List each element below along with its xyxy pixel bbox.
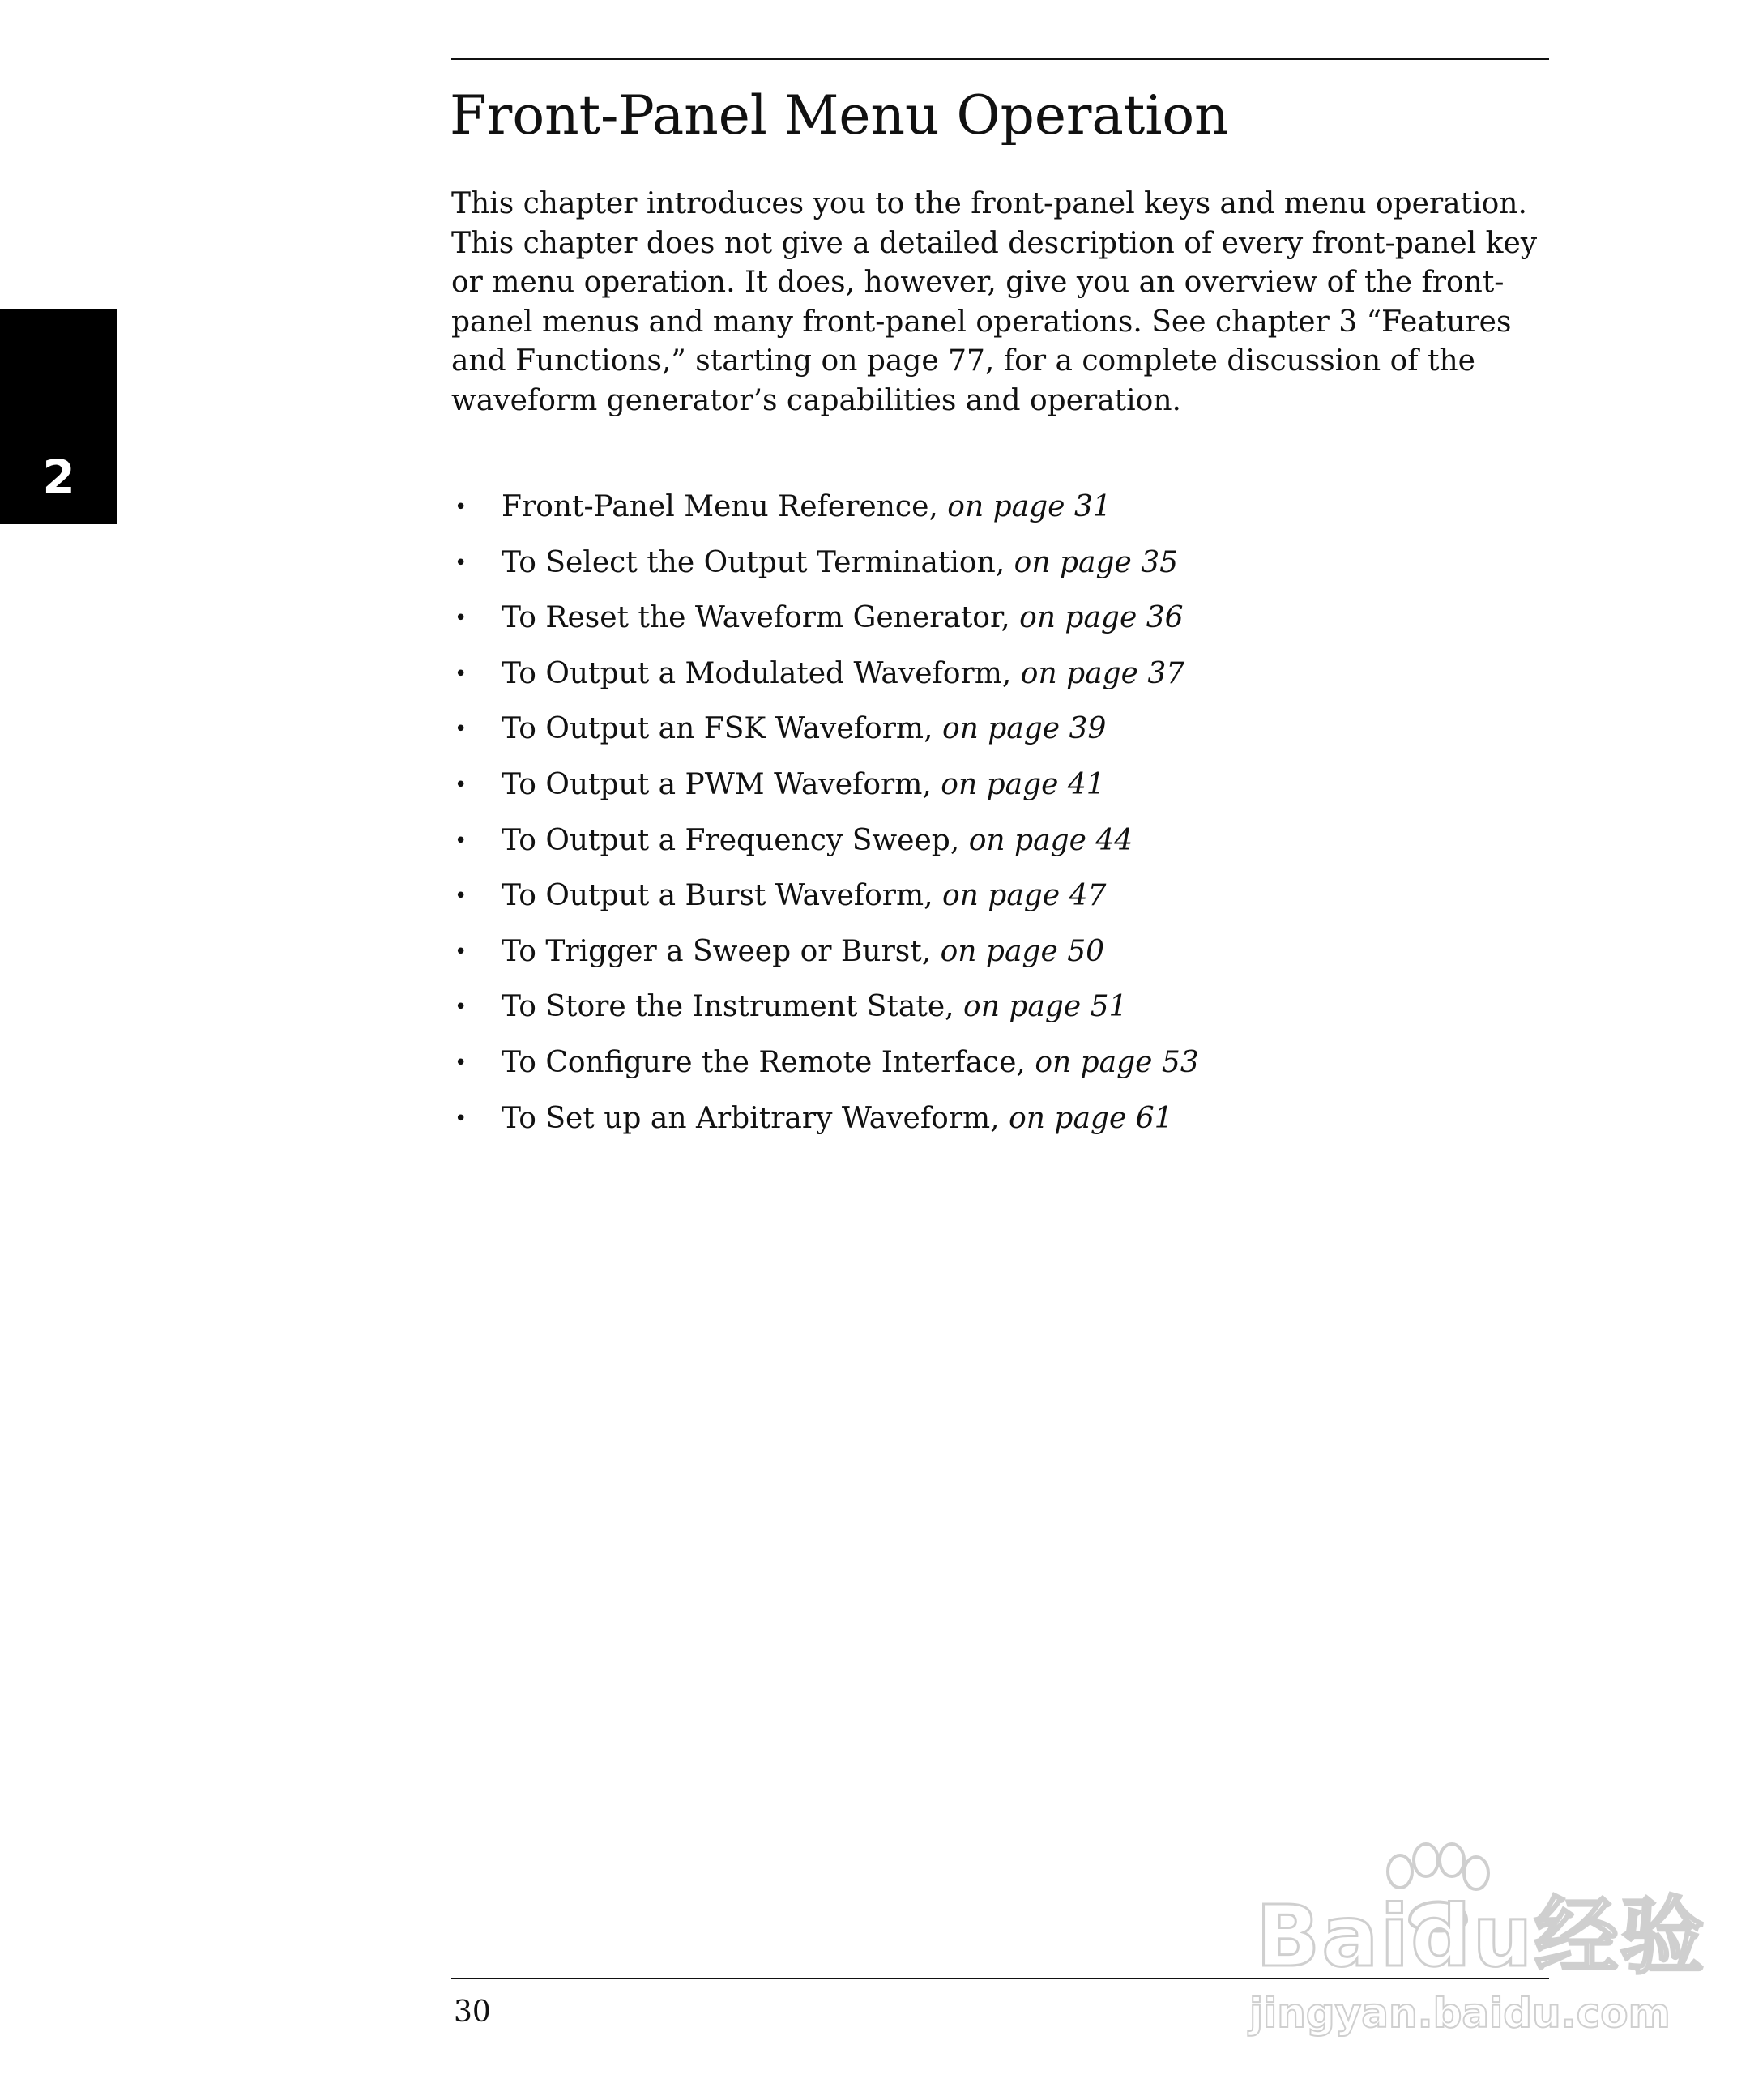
intro-paragraph (451, 185, 1553, 420)
topic-link[interactable]: To Trigger a Sweep or Burst, on page 50 (502, 934, 1105, 968)
topic-page-ref: on page 51 (963, 990, 1128, 1024)
topic-link[interactable]: To Store the Instrument State, on page 51 (502, 990, 1128, 1024)
topic-title: To Output a Frequency Sweep (502, 823, 950, 857)
topic-title: To Output a Burst Waveform (502, 879, 924, 913)
topic-page-ref: on page 50 (940, 934, 1105, 968)
bullet-icon: • (455, 606, 467, 631)
bullet-icon: • (455, 828, 467, 853)
topic-link[interactable]: To Configure the Remote Interface, on page 53 (502, 1045, 1199, 1079)
top-rule (451, 58, 1549, 60)
topic-page-ref: on page 47 (942, 879, 1107, 913)
topic-title: To Output an FSK Waveform (502, 712, 924, 746)
topic-page-ref: on page 53 (1035, 1045, 1199, 1079)
topic-link[interactable]: To Select the Output Termination, on page 35 (502, 545, 1179, 579)
chapter-tab-number: 2 (42, 450, 75, 505)
baidu-watermark (1231, 1839, 1706, 2050)
topic-page-ref: on page 37 (1020, 656, 1185, 690)
topic-page-ref: on page 36 (1019, 601, 1184, 635)
bullet-icon: • (455, 884, 467, 909)
intro-line: and Functions,” starting on page 77, for a complete discussion of the (451, 344, 1475, 378)
topic-title: To Select the Output Termination (502, 545, 996, 579)
bullet-icon: • (455, 495, 467, 519)
topic-page-ref: on page 35 (1014, 545, 1179, 579)
page-number: 30 (454, 1995, 491, 2029)
chapter-title: Front-Panel Menu Operation (450, 84, 1229, 147)
topic-title: To Store the Instrument State (502, 990, 945, 1024)
intro-line: waveform generator’s capabilities and operation. (451, 383, 1181, 417)
watermark-url: jingyan.baidu.com (1249, 1990, 1671, 2037)
topic-title: To Trigger a Sweep or Burst (502, 934, 922, 968)
topic-title: To Output a Modulated Waveform (502, 656, 1002, 690)
topic-link[interactable]: To Output a Modulated Waveform, on page 37 (502, 656, 1185, 690)
bullet-icon: • (455, 717, 467, 742)
bullet-icon: • (455, 550, 467, 575)
topic-page-ref: on page 61 (1009, 1101, 1173, 1135)
watermark-brand: Baidu经验 (1256, 1887, 1706, 1986)
intro-line: This chapter does not give a detailed description of every front-panel key (451, 226, 1538, 260)
topic-link[interactable]: To Output a PWM Waveform, on page 41 (502, 767, 1105, 801)
topic-link[interactable]: To Output a Burst Waveform, on page 47 (502, 879, 1107, 913)
intro-line: panel menus and many front-panel operations. See chapter 3 “Features (451, 305, 1512, 339)
topic-link[interactable]: To Set up an Arbitrary Waveform, on page 61 (502, 1101, 1173, 1135)
topic-page-ref: on page 31 (947, 490, 1112, 523)
topic-link[interactable]: Front-Panel Menu Reference, on page 31 (502, 490, 1112, 523)
intro-line: or menu operation. It does, however, give you an overview of the front- (451, 266, 1505, 299)
topic-title: To Reset the Waveform Generator (502, 601, 1001, 635)
bullet-icon: • (455, 1106, 467, 1131)
bullet-icon: • (455, 661, 467, 686)
topic-link[interactable]: To Output a Frequency Sweep, on page 44 (502, 823, 1133, 857)
topic-title: To Set up an Arbitrary Waveform (502, 1101, 991, 1135)
topic-page-ref: on page 44 (968, 823, 1133, 857)
bullet-icon: • (455, 1050, 467, 1075)
intro-line: This chapter introduces you to the front-panel keys and menu operation. (451, 187, 1527, 220)
bullet-icon: • (455, 939, 467, 964)
bullet-icon: • (455, 995, 467, 1020)
topic-title: To Output a PWM Waveform (502, 767, 923, 801)
bullet-icon: • (455, 772, 467, 797)
chapter-tab (0, 309, 117, 524)
topic-link[interactable]: To Output an FSK Waveform, on page 39 (502, 712, 1107, 746)
topic-title: To Configure the Remote Interface (502, 1045, 1017, 1079)
topic-title: Front-Panel Menu Reference (502, 490, 929, 523)
topic-page-ref: on page 39 (941, 712, 1107, 746)
topic-page-ref: on page 41 (941, 767, 1105, 801)
topic-link[interactable]: To Reset the Waveform Generator, on page 36 (502, 601, 1184, 635)
